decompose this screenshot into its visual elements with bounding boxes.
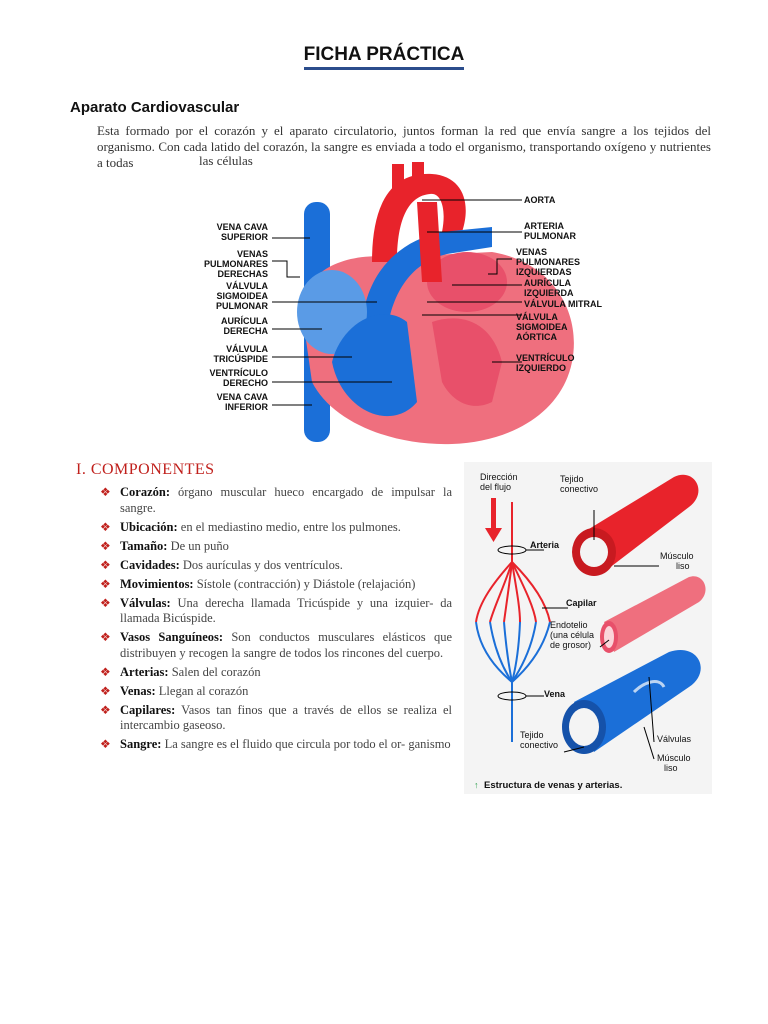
list-item: ❖ Vasos Sanguíneos: Son conductos musculares elásticos que distribuyen y recogen la sangre de todos los rincones del cuerpo.	[100, 630, 452, 660]
componentes-heading: I. COMPONENTES	[76, 461, 215, 478]
svg-text:Vena: Vena	[544, 689, 566, 699]
list-item: ❖ Cavidades: Dos aurículas y dos ventrículos.	[100, 557, 343, 572]
svg-text:ARTERIA: ARTERIA	[524, 221, 564, 231]
svg-text:SIGMOIDEA: SIGMOIDEA	[216, 291, 268, 301]
svg-text:AÓRTICA: AÓRTICA	[516, 332, 557, 342]
svg-text:liso: liso	[664, 763, 678, 773]
diamond-bullet-icon: ❖	[100, 557, 111, 572]
componentes-list	[100, 485, 452, 756]
diamond-bullet-icon: ❖	[100, 538, 111, 553]
svg-text:DERECHO: DERECHO	[222, 378, 268, 388]
list-item: ❖ Capilares: Vasos tan finos que a través de ellos se realiza el intercambio gaseoso.	[100, 702, 452, 732]
svg-text:Endotelio: Endotelio	[550, 620, 588, 630]
svg-text:Dirección: Dirección	[480, 472, 518, 482]
list-item: ❖ Venas: Llegan al corazón	[100, 683, 249, 698]
svg-text:AURÍCULA: AURÍCULA	[524, 278, 571, 288]
svg-text:del flujo: del flujo	[480, 482, 512, 492]
svg-text:IZQUIERDO: IZQUIERDO	[516, 363, 567, 373]
svg-text:conectivo: conectivo	[560, 484, 599, 494]
svg-text:PULMONARES: PULMONARES	[203, 259, 268, 269]
diamond-bullet-icon: ❖	[100, 630, 111, 644]
svg-text:AURÍCULA: AURÍCULA	[221, 316, 268, 326]
svg-text:PULMONAR: PULMONAR	[524, 231, 576, 241]
svg-text:Válvulas: Válvulas	[657, 734, 692, 744]
svg-text:IZQUIERDA: IZQUIERDA	[524, 288, 574, 298]
svg-text:VENTRÍCULO: VENTRÍCULO	[516, 353, 575, 363]
svg-text:Estructura de venas y arterias: Estructura de venas y arterias.	[484, 780, 623, 791]
svg-text:VENA CAVA: VENA CAVA	[216, 222, 268, 232]
list-item: ❖ Movimientos: Sístole (contracción) y Diástole (relajación)	[100, 576, 416, 591]
svg-text:SIGMOIDEA: SIGMOIDEA	[516, 322, 568, 332]
diamond-bullet-icon: ❖	[100, 664, 111, 679]
svg-text:Tejido: Tejido	[520, 730, 544, 740]
label-aorta: AORTA	[524, 195, 556, 205]
svg-text:SUPERIOR: SUPERIOR	[220, 232, 268, 242]
svg-text:VÁLVULA MITRAL: VÁLVULA MITRAL	[524, 299, 602, 309]
diamond-bullet-icon: ❖	[100, 702, 111, 717]
svg-text:INFERIOR: INFERIOR	[224, 402, 268, 412]
vessels-diagram	[464, 462, 712, 794]
svg-text:de grosor): de grosor)	[550, 640, 592, 650]
list-item: ❖ Arterias: Salen del corazón	[100, 664, 261, 679]
heart-diagram	[192, 162, 612, 452]
svg-text:VENAS: VENAS	[516, 247, 548, 257]
svg-text:TRICÚSPIDE: TRICÚSPIDE	[213, 354, 268, 364]
svg-text:VÁLVULA: VÁLVULA	[226, 344, 268, 354]
svg-text:(una célula: (una célula	[550, 630, 595, 640]
svg-text:conectivo: conectivo	[520, 740, 559, 750]
caption-arrow-icon: ↑	[474, 780, 479, 790]
list-item: ❖ Corazón: órgano muscular hueco encargado de impulsar la sangre.	[100, 485, 452, 515]
diamond-bullet-icon: ❖	[100, 595, 111, 610]
svg-text:liso: liso	[676, 561, 690, 571]
list-item: ❖ Tamaño: De un puño	[100, 538, 229, 553]
diamond-bullet-icon: ❖	[100, 683, 111, 698]
list-item: ❖ Sangre: La sangre es el fluido que circula por todo el or- ganismo	[100, 737, 451, 751]
svg-text:DERECHA: DERECHA	[223, 326, 268, 336]
svg-text:VÁLVULA: VÁLVULA	[226, 281, 268, 291]
svg-text:VENA CAVA: VENA CAVA	[216, 392, 268, 402]
diamond-bullet-icon: ❖	[100, 519, 111, 534]
list-item: ❖ Válvulas: Una derecha llamada Tricúspide y una izquier- da llamada Bicúspide.	[100, 595, 452, 625]
svg-text:Músculo: Músculo	[660, 551, 694, 561]
page-title: FICHA PRÁCTICA	[0, 44, 768, 66]
diamond-bullet-icon: ❖	[100, 576, 111, 591]
list-item: ❖ Ubicación: en el mediastino medio, entre los pulmones.	[100, 519, 401, 534]
intro-text: Esta formado por el corazón y el aparato circulatorio, juntos forman la red que envía sangre a los tejidos del organismo. Con cada latido del corazón, la sangre es enviada a todo el organismo, transportando oxígeno y nutrientes a todas	[97, 123, 711, 170]
section-heading: Aparato Cardiovascular	[70, 99, 240, 116]
diamond-bullet-icon: ❖	[100, 737, 111, 751]
svg-text:DERECHAS: DERECHAS	[217, 269, 268, 279]
svg-text:Tejido: Tejido	[560, 474, 584, 484]
svg-text:VENAS: VENAS	[236, 249, 268, 259]
svg-text:Músculo: Músculo	[657, 753, 691, 763]
intro-overlap-text: las células	[199, 153, 253, 168]
diamond-bullet-icon: ❖	[100, 485, 111, 499]
svg-text:VÁLVULA: VÁLVULA	[516, 312, 558, 322]
svg-text:PULMONARES: PULMONARES	[516, 257, 581, 267]
svg-text:VENTRÍCULO: VENTRÍCULO	[209, 368, 268, 378]
svg-text:Arteria: Arteria	[530, 540, 560, 550]
svg-text:Capilar: Capilar	[566, 598, 597, 608]
svg-text:IZQUIERDAS: IZQUIERDAS	[516, 267, 572, 277]
svg-text:PULMONAR: PULMONAR	[216, 301, 268, 311]
